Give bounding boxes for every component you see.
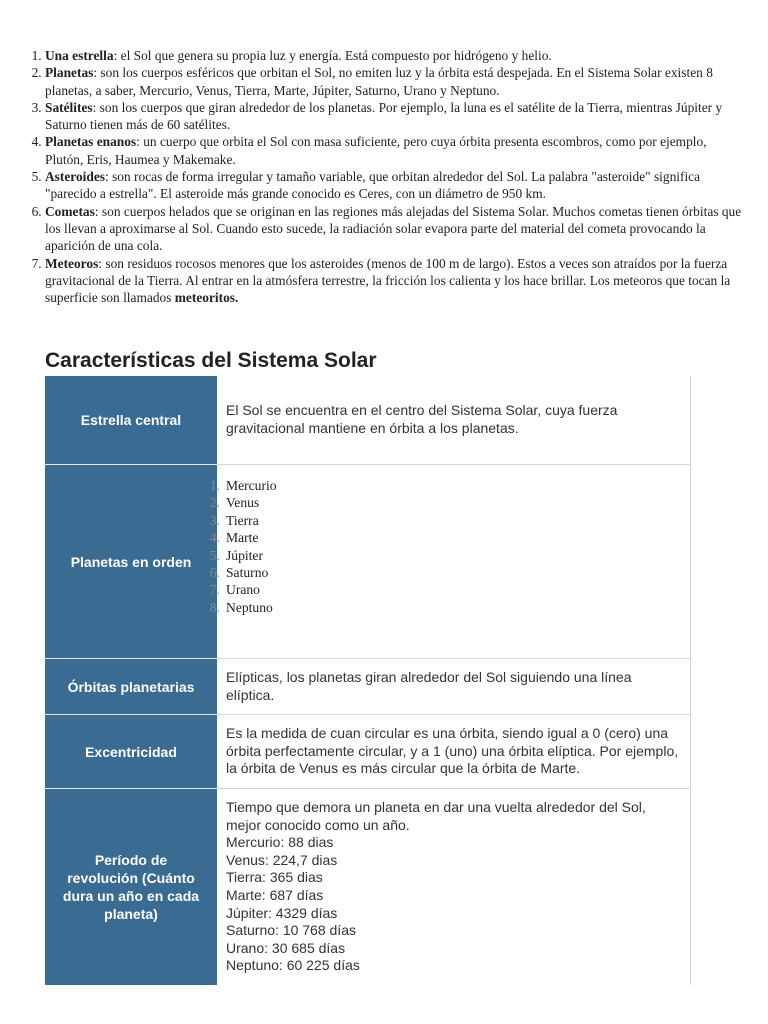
list-item-text: : un cuerpo que orbita el Sol con masa suficiente, pero cuya órbita presenta escombros, como por ejemplo, Plutón, Eris, Haumea y Makemake.	[45, 134, 707, 167]
list-number: 2.	[209, 495, 220, 511]
list-item-term: Meteoros	[45, 255, 99, 271]
list-item-term: Cometas	[45, 203, 95, 219]
row-value: Es la medida de cuan circular es una órbita, siendo igual a 0 (cero) una órbita perfectamente circular, y a 1 (uno) una órbita elíptica. Por ejemplo, la órbita de Venus es más circular que la órbita de Marte.	[217, 715, 691, 789]
list-item-bold-end: meteoritos.	[174, 290, 239, 306]
list-item	[209, 581, 682, 598]
list-item-term: Una estrella	[45, 48, 114, 63]
planet-name: Marte	[226, 530, 259, 546]
row-value: Elípticas, los planetas giran alrededor del Sol siguiendo una línea elíptica.	[217, 659, 691, 715]
list-item-term: Planetas	[45, 65, 94, 81]
row-header: Órbitas planetarias	[45, 659, 217, 715]
table-row	[45, 659, 691, 715]
planet-name: Tierra	[226, 512, 259, 528]
list-item-text: : son residuos rocosos menores que los asteroides (menos de 100 m de largo). Estos a veces son atraídos por la fuerza gravitacional de la Tierra. Al entrar en la atmósfera terrestre, la fricción los calienta y los hace brillar. Los meteoros que tocan la superficie son llamados	[45, 255, 731, 306]
list-item	[45, 99, 745, 134]
list-number: 1.	[209, 478, 220, 493]
planet-name: Neptuno	[226, 599, 273, 615]
period-line: Júpiter: 4329 días	[226, 904, 338, 921]
planet-name: Venus	[226, 495, 260, 511]
planet-name: Mercurio	[226, 478, 277, 493]
list-number: 8.	[209, 599, 220, 615]
list-item-term: Satélites	[45, 99, 93, 115]
period-line: Venus: 224,7 dias	[226, 851, 338, 868]
list-item	[209, 547, 682, 564]
period-line: Tierra: 365 dias	[226, 869, 323, 886]
list-number: 7.	[209, 582, 220, 598]
row-header: Excentricidad	[45, 715, 217, 789]
row-header: Planetas en orden	[45, 465, 217, 659]
list-number: 4.	[209, 530, 220, 546]
period-line: Mercurio: 88 dias	[226, 834, 334, 851]
list-item	[45, 64, 745, 99]
planet-list	[209, 477, 682, 616]
list-item-term: Asteroides	[45, 169, 106, 185]
intro-list	[18, 47, 745, 306]
list-item-text: : el Sol que genera su propia luz y energía. Está compuesto por hidrógeno y helio.	[113, 48, 552, 63]
period-line: Saturno: 10 768 días	[226, 922, 356, 939]
characteristics-table	[45, 376, 691, 985]
table-row	[45, 465, 691, 659]
list-item-term: Planetas enanos	[45, 134, 137, 150]
planet-name: Saturno	[226, 565, 269, 581]
planet-name: Júpiter	[226, 547, 263, 563]
list-item	[209, 512, 682, 529]
list-item	[45, 203, 745, 255]
list-item	[209, 599, 682, 616]
list-item-text: : son los cuerpos esféricos que orbitan el Sol, no emiten luz y la órbita está despejada. En el Sistema Solar existen 8 planetas, a saber, Mercurio, Venus, Tierra, Marte, Júpiter, Saturno, Urano y Neptuno.	[45, 65, 713, 98]
list-item	[209, 529, 682, 546]
list-item	[45, 255, 745, 307]
list-item	[209, 494, 682, 511]
list-item	[209, 477, 682, 494]
list-number: 6.	[209, 565, 220, 581]
row-value: El Sol se encuentra en el centro del Sistema Solar, cuya fuerza gravitacional mantiene en órbita a los planetas.	[217, 376, 691, 465]
table-row	[45, 715, 691, 789]
list-item	[209, 564, 682, 581]
list-item	[45, 133, 745, 168]
section-title: Características del Sistema Solar	[45, 349, 377, 372]
list-item	[45, 47, 745, 64]
row-value	[217, 789, 691, 986]
row-header: Estrella central	[45, 376, 217, 465]
list-item-text: : son cuerpos helados que se originan en las regiones más alejadas del Sistema Solar. Muchos cometas tienen órbitas que los llevan a aproximarse al Sol. Cuando esto sucede, la radiación solar evapora parte del material del cometa provocando la aparición de una cola.	[45, 203, 742, 254]
list-number: 5.	[209, 547, 220, 563]
list-item-text: : son los cuerpos que giran alrededor de los planetas. Por ejemplo, la luna es el satélite de la Tierra, mientras Júpiter y Saturno tienen más de 60 satélites.	[45, 99, 723, 133]
period-line: Marte: 687 días	[226, 887, 324, 903]
period-line: Urano: 30 685 días	[226, 939, 346, 956]
row-header: Período de revolución (Cuánto dura un año en cada planeta)	[45, 789, 217, 986]
period-intro: Tiempo que demora un planeta en dar una vuelta alrededor del Sol, mejor conocido como un año.	[226, 799, 646, 833]
row-value	[209, 465, 691, 659]
list-item	[45, 168, 745, 203]
planet-name: Urano	[226, 582, 260, 598]
table-row	[45, 789, 691, 986]
period-line: Neptuno: 60 225 días	[226, 957, 360, 974]
table-row	[45, 376, 691, 465]
list-item-text: : son rocas de forma irregular y tamaño variable, que orbitan alrededor del Sol. La palabra "asteroide" significa "parecido a estrella". El asteroide más grande conocido es Ceres, con un diámetro de 950 km.	[45, 169, 701, 202]
list-number: 3.	[209, 512, 220, 528]
